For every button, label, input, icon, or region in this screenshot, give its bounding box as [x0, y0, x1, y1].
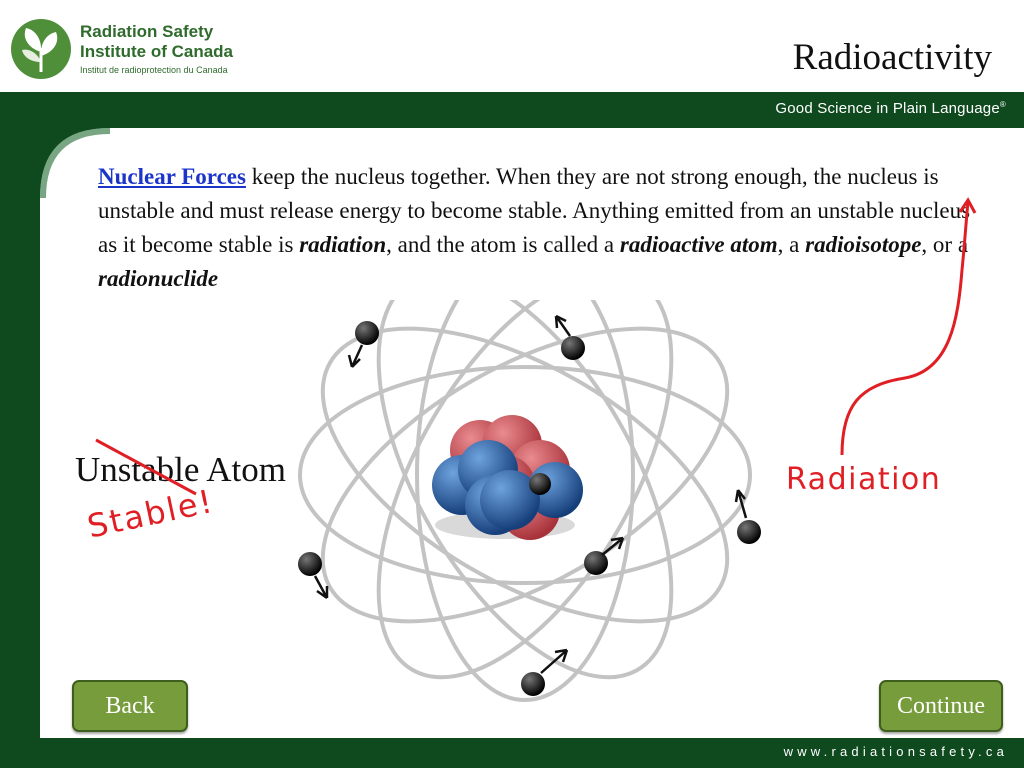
paragraph-text: , a: [777, 232, 806, 257]
paragraph-text: , and the atom is called a: [386, 232, 620, 257]
radiation-annotation: Radiation: [786, 462, 942, 497]
stable-annotation: Stable!: [84, 481, 218, 546]
term-radiation: radiation: [299, 232, 387, 257]
org-name: [80, 22, 233, 62]
org-name-line2: Institute of Canada: [80, 42, 234, 61]
paragraph-text: , or a: [921, 232, 969, 257]
paragraph-text: keep the nucleus together. When they are not strong enough, the nucleus is unstable and must release energy to become stable. Anything emitted from an unstable nucleus as it become stable is: [98, 164, 971, 257]
atom-label: Unstable Atom: [75, 450, 286, 489]
registered-mark: ®: [999, 100, 1006, 109]
term-radioisotope: radioisotope: [805, 232, 922, 257]
continue-button[interactable]: Continue: [879, 680, 1003, 732]
nucleus: [432, 415, 583, 540]
org-name-french: Institut de radioprotection du Canada: [80, 65, 228, 75]
intro-paragraph: [98, 160, 978, 296]
page-title: Radioactivity: [792, 37, 992, 78]
nuclear-forces-link[interactable]: Nuclear Forces: [98, 164, 246, 189]
term-radioactive-atom: radioactive atom: [619, 232, 778, 257]
org-logo: [10, 18, 250, 82]
atom-illustration: [270, 300, 770, 740]
leaf-logo-icon: [10, 18, 72, 80]
website-url: www.radiationsafety.ca: [783, 744, 1008, 759]
org-name-line1: Radiation Safety: [80, 22, 214, 41]
term-radionuclide: radionuclide: [98, 266, 219, 291]
tagline: [775, 100, 1006, 117]
tagline-text: Good Science in Plain Language: [775, 100, 1000, 117]
back-button[interactable]: Back: [72, 680, 188, 732]
